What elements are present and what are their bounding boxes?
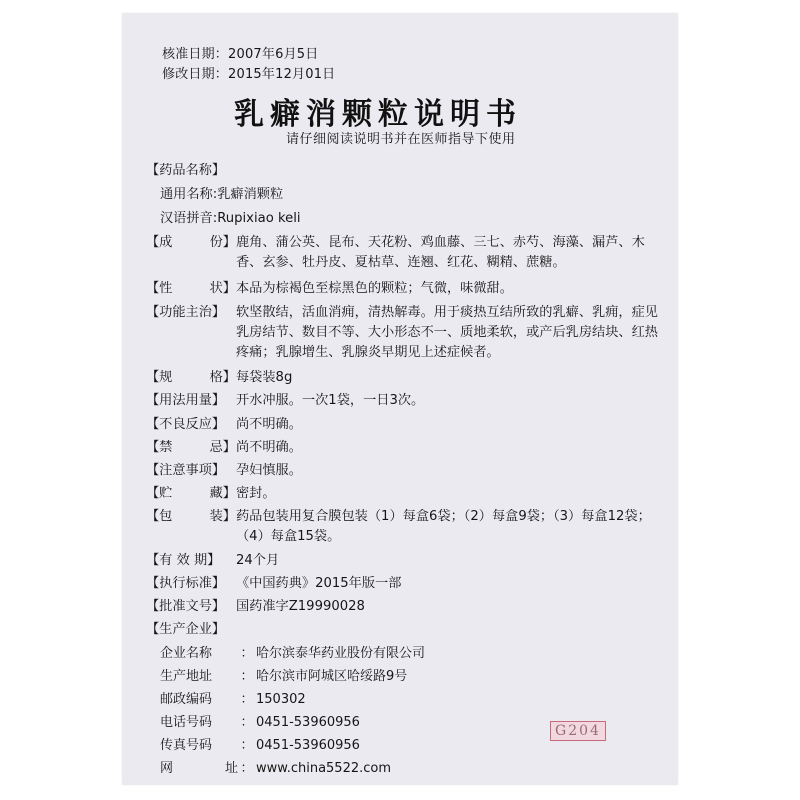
section-label: 【批准文号】	[146, 599, 226, 614]
section-dosage	[146, 391, 666, 411]
manufacturer-website: 网 址 ： www.china5522.com	[160, 759, 391, 779]
batch-code-stamp: G204	[550, 721, 606, 741]
field-label: 电话号码	[160, 715, 213, 730]
section-value: 24个月	[236, 553, 280, 568]
approval-date-label: 核准日期：	[162, 47, 229, 62]
section-specification	[146, 368, 666, 388]
section-value: 鹿角、蒲公英、昆布、天花粉、鸡血藤、三七、赤芍、海藻、漏芦、木香、玄参、牡丹皮、夏枯草、连翘、红花、糊精、蔗糖。	[236, 235, 645, 270]
section-label: 【用法用量】	[146, 393, 226, 408]
section-label: 【不良反应】	[146, 417, 226, 432]
section-value: 尚不明确。	[236, 440, 302, 455]
section-value: 开水冲服。一次1袋，一日3次。	[236, 393, 425, 408]
generic-name-label: 通用名称:	[160, 187, 218, 202]
website-link: www.china5522.com	[256, 761, 392, 776]
section-ingredients	[146, 233, 666, 273]
document-subtitle: 请仔细阅读说明书并在医师指导下使用	[286, 132, 516, 147]
section-value: 孕妇慎服。	[236, 463, 302, 478]
section-value: 本品为棕褐色至棕黑色的颗粒；气微，味微甜。	[236, 281, 513, 296]
approval-date-value: 2007年6月5日	[228, 47, 319, 62]
section-label: 【注意事项】	[146, 463, 226, 478]
section-label: 【成 份】	[146, 235, 236, 250]
section-label: 【执行标准】	[146, 576, 226, 591]
section-value: 每袋装8g	[236, 370, 293, 385]
field-value: 0451-53960956	[256, 738, 360, 753]
revision-date-value: 2015年12月01日	[228, 67, 336, 82]
pinyin-name	[160, 209, 301, 229]
section-indications	[146, 303, 666, 363]
section-approval-number	[146, 597, 666, 617]
revision-date	[162, 63, 335, 82]
field-value: 哈尔滨市阿城区哈绥路9号	[256, 669, 408, 684]
field-label: 企业名称	[160, 646, 213, 661]
field-label: 邮政编码	[160, 692, 213, 707]
section-label: 【药品名称】	[146, 163, 226, 178]
generic-name	[160, 185, 283, 205]
generic-name-value: 乳癖消颗粒	[217, 187, 284, 202]
manufacturer-postcode: 邮政编码 ： 150302	[160, 690, 306, 710]
manufacturer-phone: 电话号码 ： 0451-53960956	[160, 713, 360, 733]
document-title: 乳癖消颗粒说明书	[234, 97, 522, 132]
field-label: 传真号码	[160, 738, 213, 753]
section-value: 密封。	[236, 486, 276, 501]
section-label: 【性 状】	[146, 281, 236, 296]
field-value: 哈尔滨泰华药业股份有限公司	[256, 646, 426, 661]
pinyin-label: 汉语拼音:	[160, 211, 218, 226]
section-appearance	[146, 279, 666, 299]
section-label: 【规 格】	[146, 370, 236, 385]
section-label: 【生产企业】	[146, 622, 226, 637]
field-label: 生产地址	[160, 669, 213, 684]
revision-date-label: 修改日期：	[162, 67, 229, 82]
manufacturer-company: 企业名称 ： 哈尔滨泰华药业股份有限公司	[160, 644, 425, 664]
field-value: 0451-53960956	[256, 715, 360, 730]
section-contraindications	[146, 438, 666, 458]
manufacturer-fax: 传真号码 ： 0451-53960956	[160, 736, 360, 756]
field-label: 网 址	[160, 761, 238, 776]
section-storage	[146, 484, 666, 504]
section-packaging	[146, 507, 666, 547]
section-value: 国药准字Z19990028	[236, 599, 365, 614]
section-label: 【有 效 期】	[146, 553, 221, 568]
field-value: 150302	[256, 692, 306, 707]
section-precautions	[146, 461, 666, 481]
section-value: 《中国药典》2015年版一部	[236, 576, 402, 591]
section-standard	[146, 574, 666, 594]
section-value: 药品包装用复合膜包装（1）每盒6袋；（2）每盒9袋；（3）每盒12袋；（4）每盒15袋。	[236, 509, 651, 544]
section-value: 软坚散结，活血消痈，清热解毒。用于痰热互结所致的乳癖、乳痈，症见乳房结节、数目不等、大小形态不一、质地柔软，或产后乳房结块、红热疼痛；乳腺增生、乳腺炎早期见上述症候者。	[236, 305, 658, 360]
manufacturer-address: 生产地址 ： 哈尔滨市阿城区哈绥路9号	[160, 667, 407, 687]
section-shelf-life	[146, 551, 666, 571]
pinyin-value: Rupixiao keli	[217, 211, 301, 226]
section-value: 尚不明确。	[236, 417, 302, 432]
approval-date	[162, 43, 318, 62]
instruction-leaflet	[122, 13, 678, 785]
section-adverse-reactions	[146, 415, 666, 435]
section-label: 【贮 藏】	[146, 486, 236, 501]
section-drug-name	[146, 161, 236, 181]
section-manufacturer	[146, 620, 236, 640]
section-label: 【禁 忌】	[146, 440, 236, 455]
section-label: 【功能主治】	[146, 305, 226, 320]
section-label: 【包 装】	[146, 509, 236, 524]
